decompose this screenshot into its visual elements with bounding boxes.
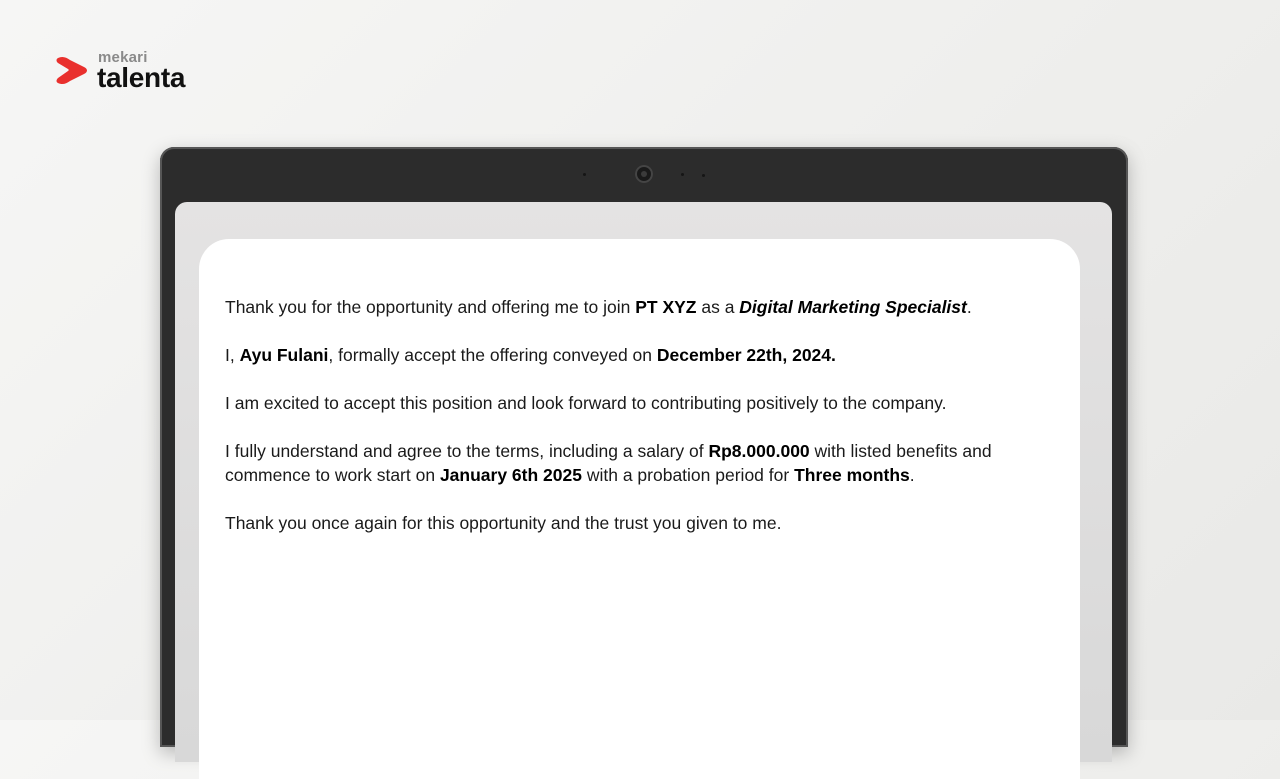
brand-logo: [54, 48, 214, 96]
p5-text: Thank you once again for this opportunity and the trust you given to me.: [225, 513, 782, 533]
sensor-dot-icon: [681, 173, 684, 176]
offer-date: December 22th, 2024.: [656, 345, 836, 365]
p2-text-2: , formally accept the offering conveyed on: [328, 345, 657, 365]
letter-paragraph-5: [225, 511, 1065, 535]
letter-paragraph-4: [225, 439, 1065, 487]
letter-card: [199, 239, 1080, 779]
sensor-dot-icon: [583, 173, 586, 176]
p4-text-4: .: [909, 465, 915, 485]
laptop-screen: [175, 202, 1112, 762]
mekari-arrow-icon: [54, 52, 90, 88]
position-title: Digital Marketing Specialist: [739, 297, 967, 317]
probation-period: Three months: [794, 465, 910, 485]
brand-small-text: mekari: [98, 49, 148, 66]
salary-amount: Rp8.000.000: [708, 441, 810, 461]
p4-text-2: with listed benefits and commence to work start on: [225, 441, 992, 485]
letter-paragraph-2: [225, 343, 1065, 367]
letter-paragraph-3: [225, 391, 1065, 415]
acceptance-letter: [225, 295, 1065, 559]
p4-text-1: I fully understand and agree to the terms, including a salary of: [225, 441, 709, 461]
company-name: PT XYZ: [635, 297, 697, 317]
laptop-frame: [160, 147, 1128, 747]
sensor-dot-icon: [702, 174, 705, 177]
webcam-icon: [635, 165, 653, 183]
p2-text-1: I,: [225, 345, 240, 365]
p1-text-2: as a: [696, 297, 740, 317]
start-date: January 6th 2025: [439, 465, 582, 485]
p4-text-3: with a probation period for: [581, 465, 795, 485]
letter-paragraph-1: [225, 295, 1065, 319]
p3-text: I am excited to accept this position and look forward to contributing positively to the company.: [225, 393, 947, 413]
laptop-bezel: [160, 147, 1128, 203]
brand-name-text: talenta: [97, 62, 186, 93]
applicant-name: Ayu Fulani: [239, 345, 329, 365]
p1-text-1: Thank you for the opportunity and offering me to join: [225, 297, 636, 317]
p1-text-3: .: [966, 297, 972, 317]
